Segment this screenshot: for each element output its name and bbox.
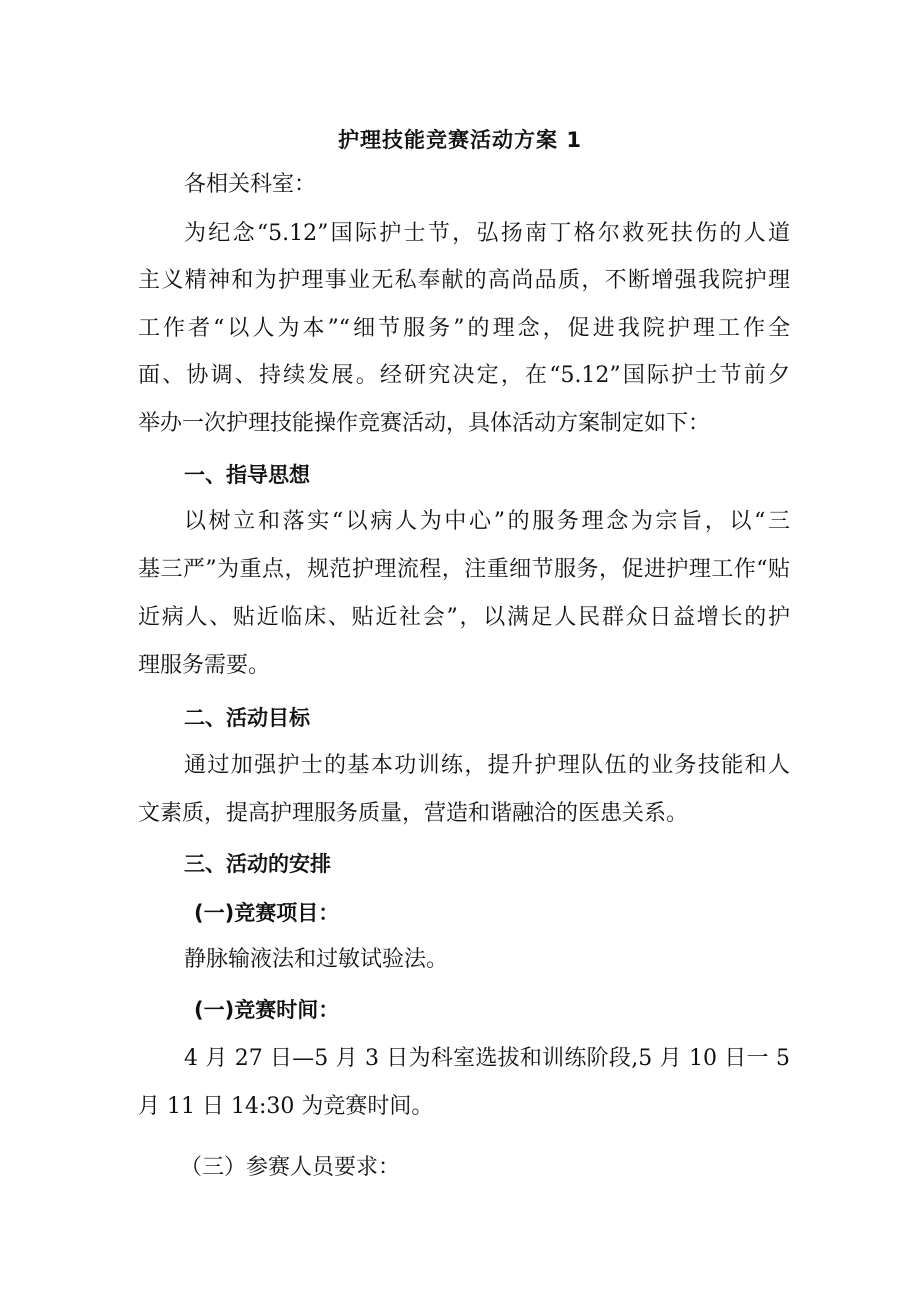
section1-line-4: 理服务需要。: [138, 653, 271, 678]
intro-line-5: 举办一次护理技能操作竞赛活动，具体活动方案制定如下：: [138, 411, 711, 436]
subsection-heading-participant-requirements: （三）参赛人员要求：: [180, 1155, 401, 1180]
intro-line-3: 工作者“以人为本”“细节服务”的理念，促进我院护理工作全: [138, 316, 790, 341]
section-heading-guiding-ideology: 一、指导思想: [184, 463, 310, 487]
section2-line-1: 通过加强护士的基本功训练，提升护理队伍的业务技能和人: [184, 753, 790, 778]
salutation: 各相关科室：: [184, 172, 317, 197]
section2-line-2: 文素质，提高护理服务质量，营造和谐融洽的医患关系。: [138, 801, 689, 826]
intro-line-1: 为纪念“5.12”国际护士节，弘扬南丁格尔救死扶伤的人道: [184, 221, 790, 246]
section-heading-activity-arrangement: 三、活动的安排: [184, 852, 331, 876]
competition-items-text: 静脉输液法和过敏试验法。: [184, 947, 449, 972]
section1-line-1: 以树立和落实“以病人为中心”的服务理念为宗旨，以“三: [184, 509, 790, 534]
intro-line-4: 面、协调、持续发展。经研究决定，在“5.12”国际护士节前夕: [138, 363, 790, 388]
competition-time-line-2: 月 11 日 14:30 为竞赛时间。: [138, 1094, 434, 1119]
subsection-heading-competition-items: (一)竞赛项目：: [194, 901, 340, 925]
section1-line-3: 近病人、贴近临床、贴近社会”，以满足人民群众日益增长的护: [138, 605, 790, 630]
document-title: 护理技能竞赛活动方案 1: [338, 128, 582, 152]
section1-line-2: 基三严”为重点，规范护理流程，注重细节服务，促进护理工作“贴: [138, 557, 790, 582]
subsection-heading-competition-time: (一)竞赛时间：: [194, 998, 340, 1022]
section-heading-activity-goals: 二、活动目标: [184, 706, 310, 730]
competition-time-line-1: 4 月 27 日—5 月 3 日为科室选拔和训练阶段,5 月 10 日一 5: [184, 1046, 790, 1071]
intro-line-2: 主义精神和为护理事业无私奉献的高尚品质，不断增强我院护理: [138, 268, 790, 293]
